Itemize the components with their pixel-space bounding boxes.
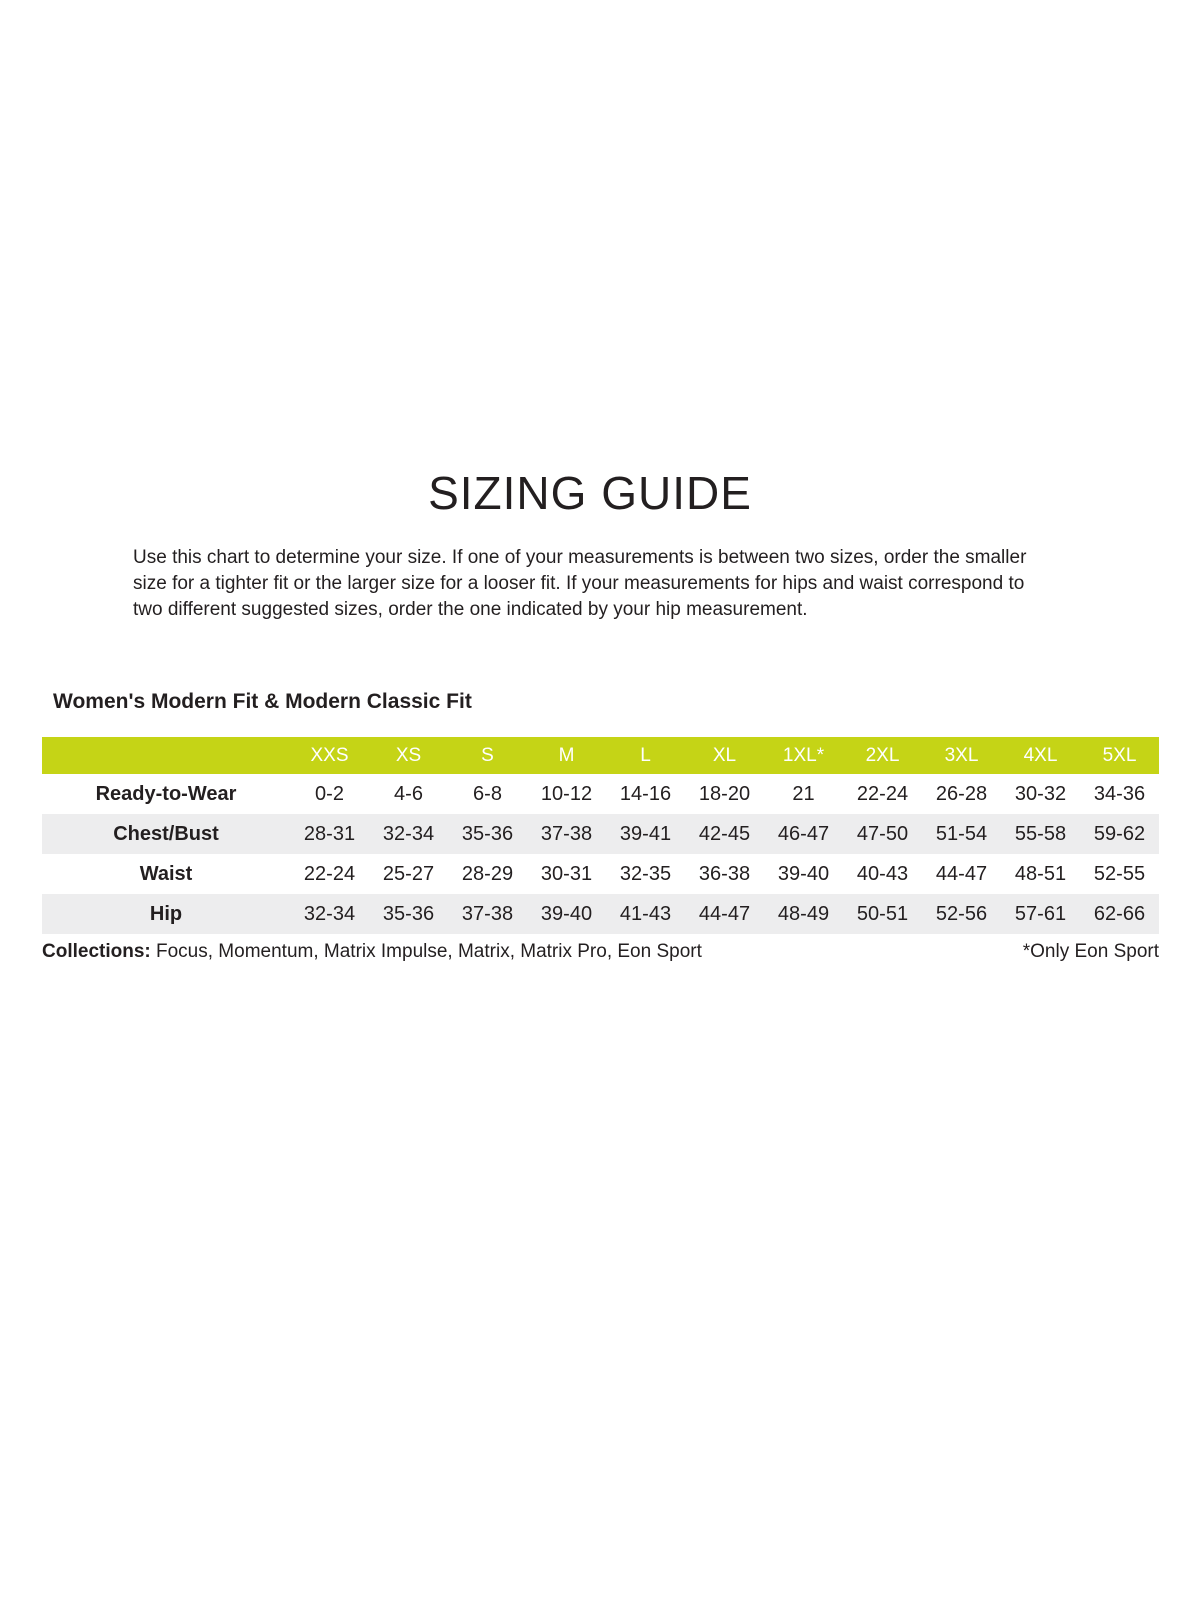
- size-column-header: 2XL: [843, 737, 922, 774]
- size-cell: 62-66: [1080, 894, 1159, 934]
- size-cell: 30-31: [540, 862, 593, 885]
- size-cell: 32-34: [290, 894, 369, 934]
- row-label: Hip: [42, 894, 290, 934]
- collections-label: Collections:: [42, 941, 151, 962]
- size-cell: 48-49: [764, 894, 843, 934]
- page-title: SIZING GUIDE: [428, 467, 752, 519]
- size-cell: 28-29: [461, 862, 514, 885]
- size-table-head-row: [42, 737, 1159, 774]
- size-column-header: M: [527, 737, 606, 774]
- table-row: [42, 854, 1159, 894]
- size-column-header: XS: [369, 737, 448, 774]
- size-cell: 42-45: [685, 814, 764, 854]
- size-column-header: XL: [685, 737, 764, 774]
- size-cell: 51-54: [922, 814, 1001, 854]
- size-cell: 46-47: [764, 814, 843, 854]
- size-cell: 44-47: [935, 862, 988, 885]
- size-table-head: [42, 737, 1159, 774]
- size-cell: 52-56: [922, 894, 1001, 934]
- size-column-header: S: [448, 737, 527, 774]
- size-cell: 39-40: [527, 894, 606, 934]
- size-cell: 32-34: [369, 814, 448, 854]
- size-cell: 44-47: [685, 894, 764, 934]
- row-label: Chest/Bust: [42, 814, 290, 854]
- size-cell: 34-36: [1093, 782, 1146, 805]
- intro-paragraph: Use this chart to determine your size. If one of your measurements is between two sizes, order the smaller size for a tighter fit or the larger size for a looser fit. If your measurements for hips and waist correspond to two different suggested sizes, order the one indicated by your hip measurement.: [133, 547, 1027, 620]
- size-table-body: [42, 774, 1159, 934]
- section-title: Women's Modern Fit & Modern Classic Fit: [53, 690, 472, 713]
- size-cell: 22-24: [303, 862, 356, 885]
- size-cell: 35-36: [448, 814, 527, 854]
- size-table-container: [42, 737, 1159, 963]
- size-column-header: 3XL: [922, 737, 1001, 774]
- size-column-header: 4XL: [1001, 737, 1080, 774]
- size-cell: 10-12: [540, 782, 593, 805]
- table-row: [42, 894, 1159, 934]
- eon-sport-footnote: *Only Eon Sport: [1022, 941, 1159, 962]
- size-cell: 48-51: [1014, 862, 1067, 885]
- size-cell: 14-16: [619, 782, 672, 805]
- row-label: Waist: [139, 862, 193, 885]
- size-cell: 37-38: [527, 814, 606, 854]
- size-cell: 22-24: [856, 782, 909, 805]
- size-column-header: L: [606, 737, 685, 774]
- size-cell: 32-35: [619, 862, 672, 885]
- size-cell: 52-55: [1093, 862, 1146, 885]
- size-column-header: XXS: [290, 737, 369, 774]
- size-cell: 47-50: [843, 814, 922, 854]
- corner-cell: [42, 737, 290, 774]
- collections-note: [42, 941, 702, 963]
- size-cell: 59-62: [1080, 814, 1159, 854]
- size-cell: 21: [792, 782, 815, 805]
- table-row: [42, 814, 1159, 854]
- size-cell: 25-27: [382, 862, 435, 885]
- size-cell: 39-40: [777, 862, 830, 885]
- size-cell: 55-58: [1001, 814, 1080, 854]
- size-table: [42, 737, 1159, 934]
- size-cell: 37-38: [448, 894, 527, 934]
- size-cell: 6-8: [473, 782, 502, 805]
- size-cell: 28-31: [290, 814, 369, 854]
- size-cell: 41-43: [606, 894, 685, 934]
- size-cell: 36-38: [698, 862, 751, 885]
- row-label: Ready-to-Wear: [95, 782, 237, 805]
- size-cell: 57-61: [1001, 894, 1080, 934]
- size-cell: 0-2: [315, 782, 344, 805]
- size-cell: 35-36: [369, 894, 448, 934]
- size-cell: 40-43: [856, 862, 909, 885]
- size-cell: 50-51: [843, 894, 922, 934]
- size-column-header: 5XL: [1080, 737, 1159, 774]
- size-cell: 4-6: [394, 782, 423, 805]
- size-cell: 30-32: [1014, 782, 1067, 805]
- size-cell: 39-41: [606, 814, 685, 854]
- table-footnotes: [42, 941, 1159, 963]
- size-cell: 18-20: [698, 782, 751, 805]
- size-column-header: 1XL*: [764, 737, 843, 774]
- size-cell: 26-28: [935, 782, 988, 805]
- collections-value: Focus, Momentum, Matrix Impulse, Matrix, Matrix Pro, Eon Sport: [150, 941, 702, 962]
- table-row: [42, 774, 1159, 814]
